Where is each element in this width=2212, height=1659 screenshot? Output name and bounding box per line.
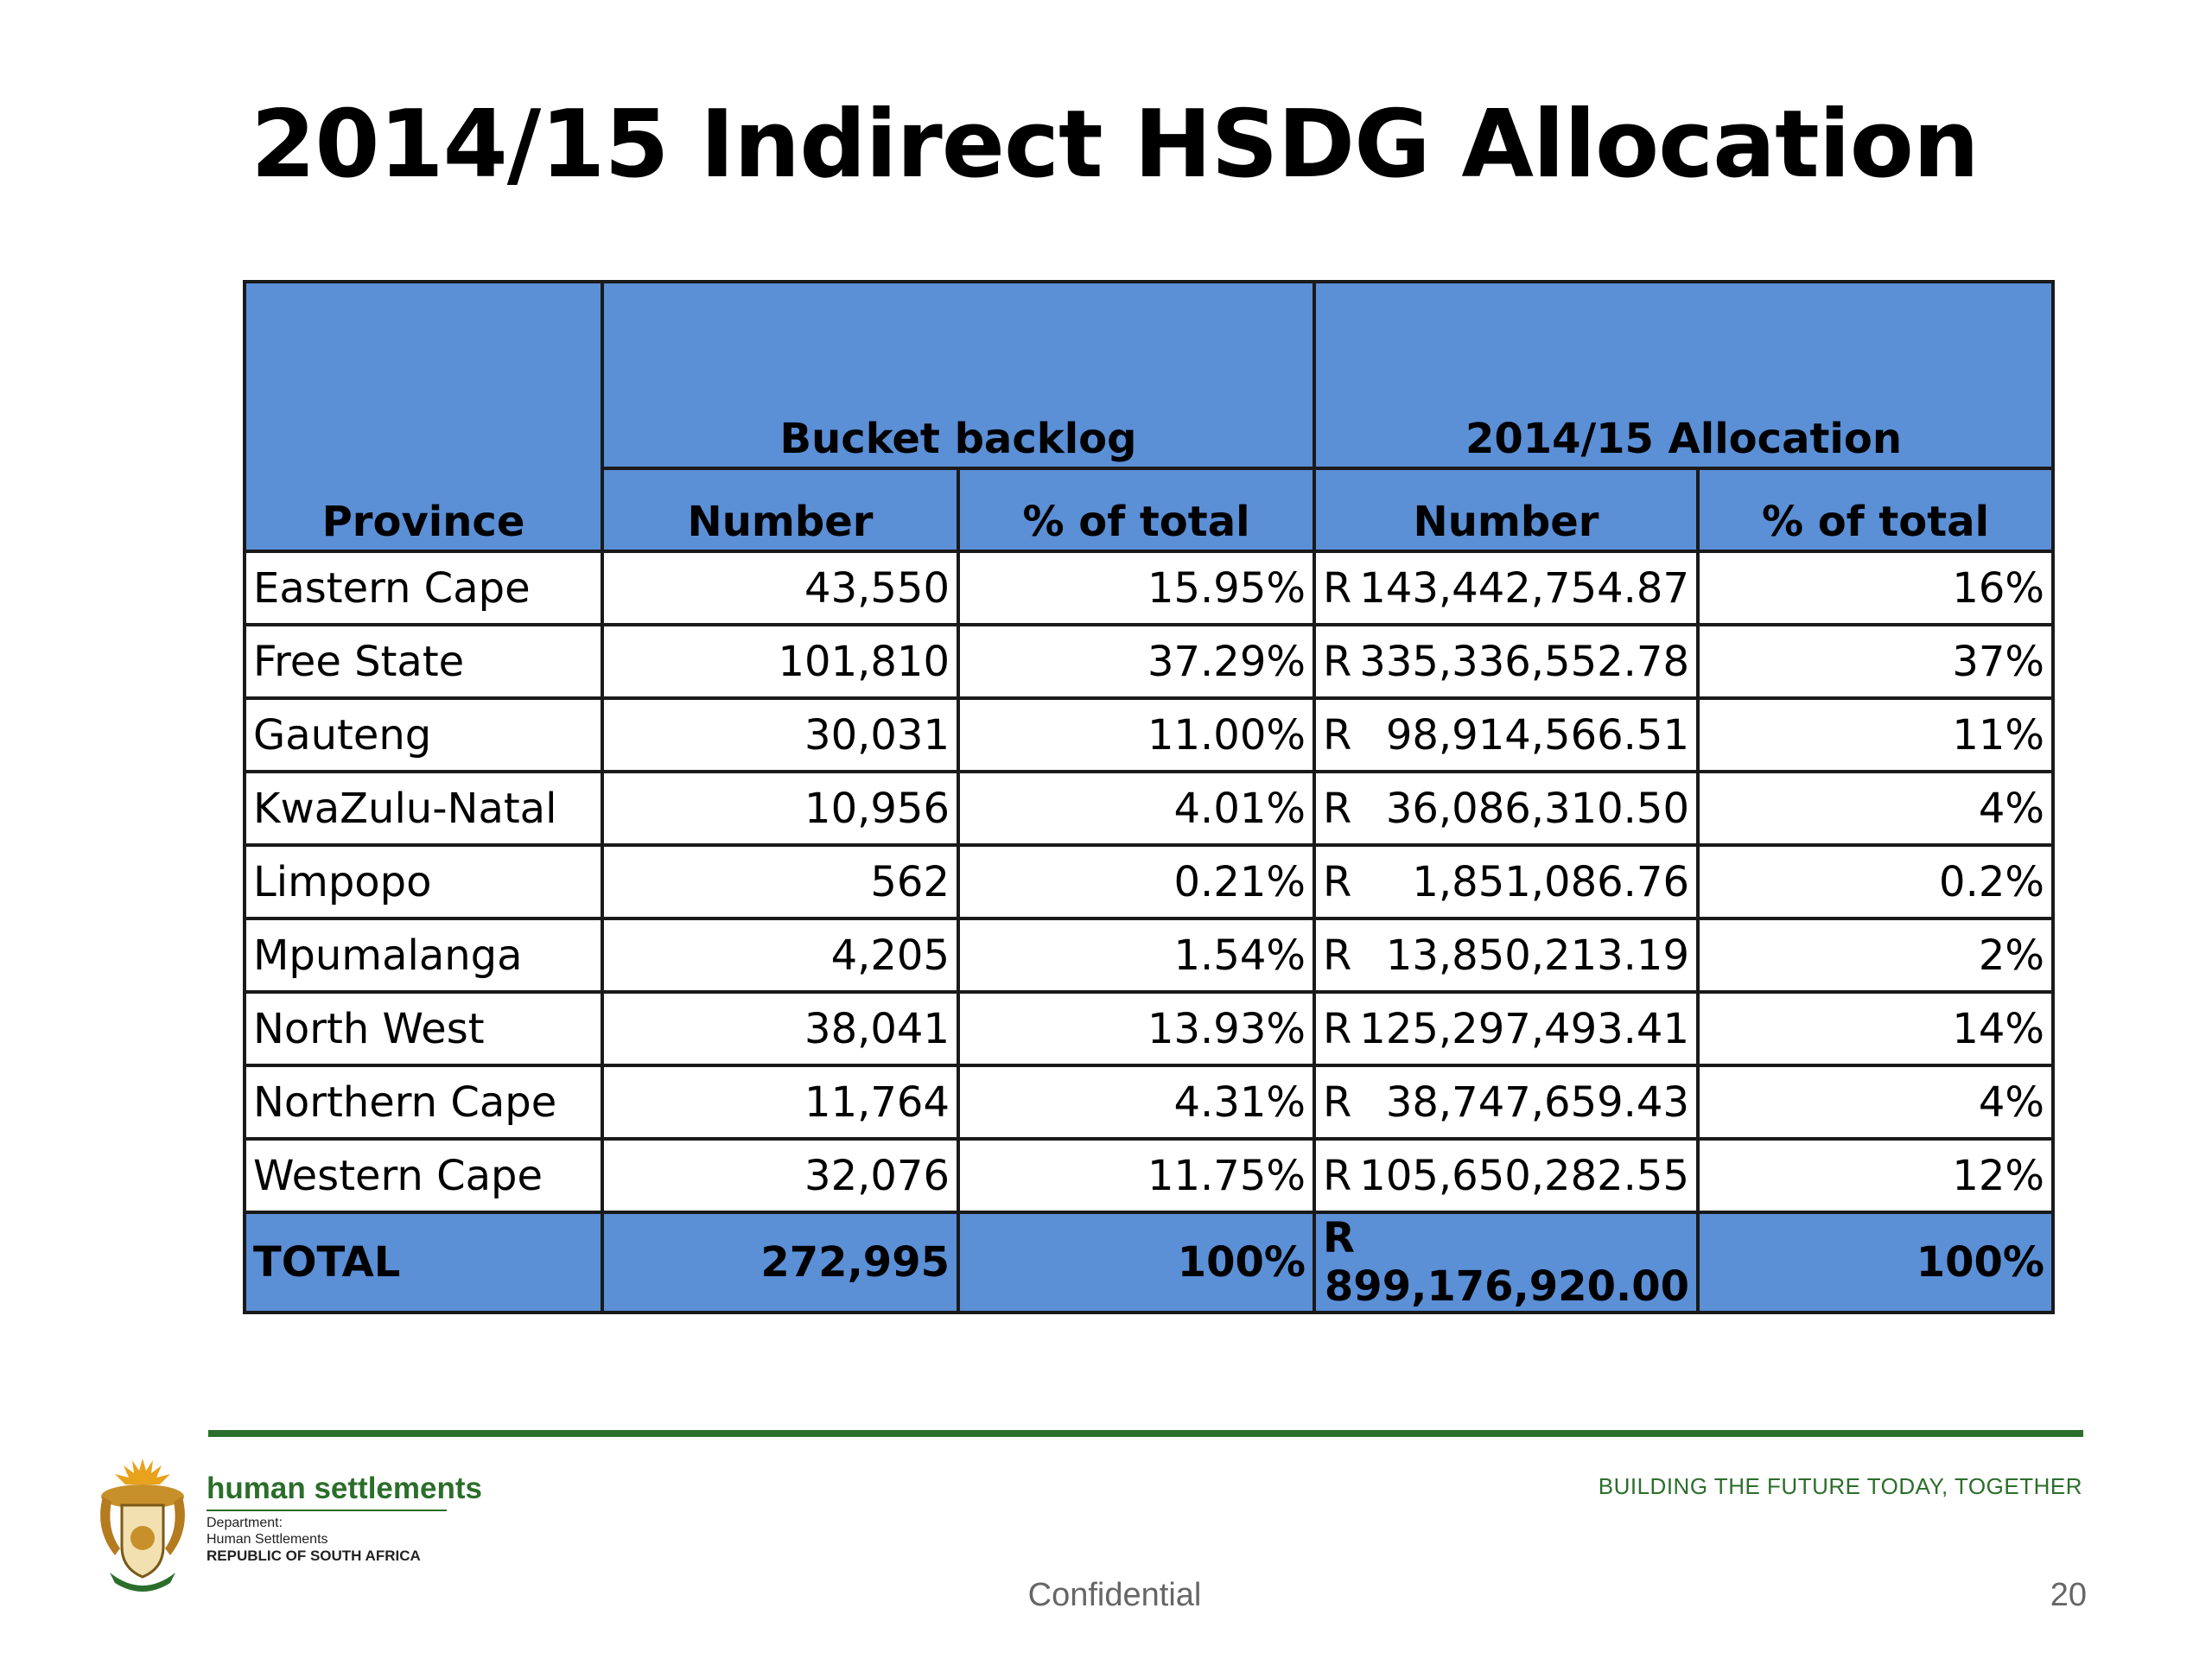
currency-symbol: R (1323, 784, 1352, 833)
table-row (245, 918, 2053, 992)
province-cell: Eastern Cape (245, 551, 602, 625)
alloc-number-cell (1314, 1212, 1698, 1313)
amount-value: 1,851,086.76 (1412, 857, 1689, 906)
confidential-label: Confidential (1027, 1577, 1202, 1613)
alloc-number-cell (1314, 1139, 1698, 1212)
backlog-pct-cell: 100% (958, 1212, 1314, 1313)
amount-value: 13,850,213.19 (1385, 931, 1689, 980)
slide-title: 2014/15 Indirect HSDG Allocation (251, 91, 1979, 199)
backlog-number-cell: 4,205 (602, 918, 958, 992)
header-province: Province (245, 282, 602, 551)
province-cell: KwaZulu-Natal (245, 772, 602, 845)
backlog-pct-cell: 4.31% (958, 1065, 1314, 1139)
currency-symbol: R (1323, 931, 1352, 980)
department-underline (207, 1510, 447, 1511)
country-name: REPUBLIC OF SOUTH AFRICA (207, 1548, 421, 1564)
currency-symbol: R (1323, 1214, 1355, 1262)
table-body (245, 551, 2053, 1313)
table-row (245, 1065, 2053, 1139)
alloc-pct-cell: 4% (1698, 772, 2053, 845)
backlog-pct-cell: 1.54% (958, 918, 1314, 992)
header-backlog-pct: % of total (958, 468, 1314, 551)
table-row (245, 992, 2053, 1065)
header-backlog-number: Number (602, 468, 958, 551)
header-alloc-number: Number (1314, 468, 1698, 551)
backlog-number-cell: 38,041 (602, 992, 958, 1065)
alloc-pct-cell: 37% (1698, 625, 2053, 698)
currency-symbol: R (1323, 1004, 1352, 1053)
table-row (245, 1139, 2053, 1212)
backlog-pct-cell: 13.93% (958, 992, 1314, 1065)
province-cell: Northern Cape (245, 1065, 602, 1139)
backlog-pct-cell: 11.75% (958, 1139, 1314, 1212)
amount-value: 36,086,310.50 (1385, 784, 1689, 833)
alloc-pct-cell: 2% (1698, 918, 2053, 992)
table-total-row (245, 1212, 2053, 1313)
currency-symbol: R (1323, 637, 1352, 686)
amount-value: 98,914,566.51 (1385, 710, 1689, 760)
table-row (245, 845, 2053, 918)
backlog-number-cell: 43,550 (602, 551, 958, 625)
tagline: BUILDING THE FUTURE TODAY, TOGETHER (1598, 1473, 2082, 1499)
alloc-pct-cell: 16% (1698, 551, 2053, 625)
amount-value: 38,747,659.43 (1385, 1077, 1689, 1127)
table-row (245, 625, 2053, 698)
table-row (245, 772, 2053, 845)
alloc-number-cell (1314, 845, 1698, 918)
backlog-number-cell: 101,810 (602, 625, 958, 698)
currency-symbol: R (1323, 1151, 1352, 1200)
amount-value: 143,442,754.87 (1359, 563, 1689, 613)
alloc-number-cell (1314, 918, 1698, 992)
currency-symbol: R (1323, 857, 1352, 906)
alloc-pct-cell: 100% (1698, 1212, 2053, 1313)
alloc-pct-cell: 14% (1698, 992, 2053, 1065)
backlog-number-cell: 30,031 (602, 698, 958, 772)
currency-symbol: R (1323, 710, 1352, 760)
alloc-number-cell (1314, 551, 1698, 625)
province-cell: North West (245, 992, 602, 1065)
table-row (245, 551, 2053, 625)
backlog-number-cell: 11,764 (602, 1065, 958, 1139)
amount-value: 335,336,552.78 (1359, 637, 1689, 686)
backlog-number-cell: 272,995 (602, 1212, 958, 1313)
backlog-pct-cell: 11.00% (958, 698, 1314, 772)
header-bucket-backlog: Bucket backlog (602, 282, 1314, 468)
footer-divider (208, 1430, 2083, 1437)
allocation-table (243, 280, 2055, 1314)
alloc-number-cell (1314, 772, 1698, 845)
amount-value: 105,650,282.55 (1359, 1151, 1689, 1200)
province-cell: Gauteng (245, 698, 602, 772)
backlog-pct-cell: 4.01% (958, 772, 1314, 845)
alloc-pct-cell: 12% (1698, 1139, 2053, 1212)
alloc-pct-cell: 11% (1698, 698, 2053, 772)
table-row (245, 698, 2053, 772)
province-cell: Limpopo (245, 845, 602, 918)
alloc-pct-cell: 0.2% (1698, 845, 2053, 918)
province-cell: Western Cape (245, 1139, 602, 1212)
alloc-number-cell (1314, 625, 1698, 698)
header-allocation: 2014/15 Allocation (1314, 282, 2053, 468)
page-number: 20 (2050, 1577, 2087, 1613)
alloc-pct-cell: 4% (1698, 1065, 2053, 1139)
backlog-pct-cell: 37.29% (958, 625, 1314, 698)
department-title: Human Settlements (207, 1532, 328, 1547)
backlog-number-cell: 10,956 (602, 772, 958, 845)
alloc-number-cell (1314, 992, 1698, 1065)
amount-value: 125,297,493.41 (1359, 1004, 1689, 1053)
currency-symbol: R (1323, 563, 1352, 613)
backlog-number-cell: 32,076 (602, 1139, 958, 1212)
department-details (207, 1515, 421, 1564)
province-cell: Free State (245, 625, 602, 698)
province-cell: Mpumalanga (245, 918, 602, 992)
backlog-number-cell: 562 (602, 845, 958, 918)
backlog-pct-cell: 15.95% (958, 551, 1314, 625)
currency-symbol: R (1323, 1077, 1352, 1127)
backlog-pct-cell: 0.21% (958, 845, 1314, 918)
province-cell: TOTAL (245, 1212, 602, 1313)
amount-value: 899,176,920.00 (1324, 1262, 1689, 1311)
alloc-number-cell (1314, 698, 1698, 772)
department-label: Department: (207, 1516, 283, 1530)
header-alloc-pct: % of total (1698, 468, 2053, 551)
alloc-number-cell (1314, 1065, 1698, 1139)
department-name: human settlements (207, 1471, 482, 1505)
